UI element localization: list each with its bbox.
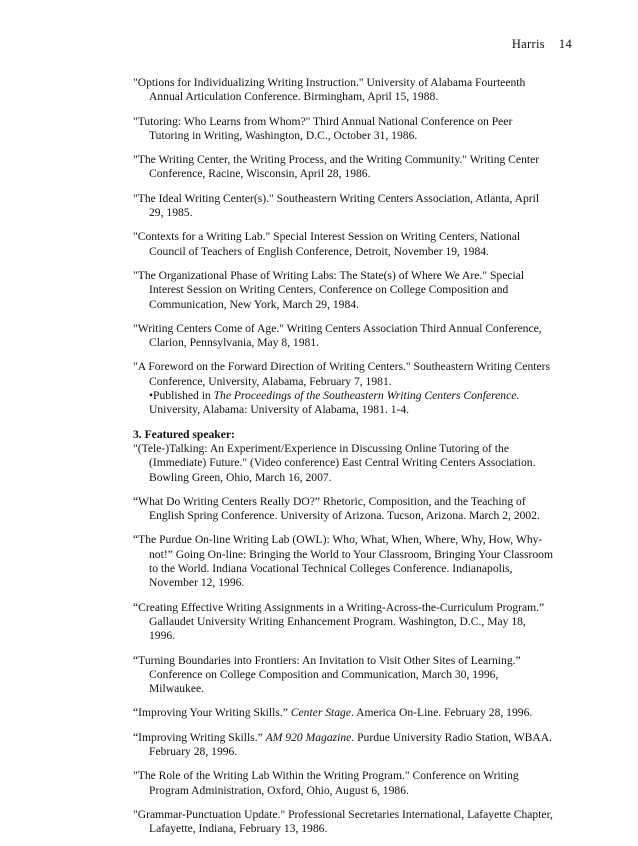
- page-number: 14: [558, 37, 572, 51]
- running-header: [512, 37, 572, 52]
- list-item: "(Tele-)Talking: An Experiment/Experience in Discussing Online Tutoring of the (Immediate) Future." (Video conference) East Central Writing Centers Association. Bowling Green, Ohio, March 16, 2007.: [133, 441, 536, 484]
- improving-2-title: AM 920 Magazine: [265, 730, 352, 744]
- list-item: "The Role of the Writing Lab Within the Writing Program." Conference on Writing Program Administration, Oxford, Ohio, August 6, 1986.: [133, 769, 519, 797]
- improving-1-prefix: “Improving Your Writing Skills.”: [133, 706, 291, 720]
- list-item-foreword: [133, 360, 553, 417]
- list-item: “What Do Writing Centers Really DO?” Rhetoric, Composition, and the Teaching of English Spring Conference. University of Arizona. Tucson, Arizona. March 2, 2002.: [133, 494, 540, 523]
- published-title: The Proceedings of the Southeastern Writing Centers Conference: [213, 389, 517, 403]
- improving-2-suffix: . Purdue University Radio Station, WBAA. February 28, 1996.: [149, 730, 553, 758]
- list-item: "Options for Individualizing Writing Instruction." University of Alabama Fourteenth Annual Articulation Conference. Birmingham, April 15, 1988.: [133, 76, 526, 104]
- list-item: "Grammar-Punctuation Update." Professional Secretaries International, Lafayette Chapter, Lafayette, Indiana, February 13, 1986.: [133, 807, 553, 836]
- improving-2-prefix: “Improving Writing Skills.”: [133, 730, 266, 744]
- author-name: Harris: [511, 37, 545, 51]
- list-item: “The Purdue On-line Writing Lab (OWL): Who, What, When, Where, Why, How, Why-not!” Going On-line: Bringing the World to Your Classroom, Bringing Your Classroom to the World. Indiana Vocational Technical Colleges Conference. Indianapolis, November 12, 1996.: [133, 533, 553, 590]
- section-heading: 3. Featured speaker:: [133, 427, 235, 441]
- list-item: "Contexts for a Writing Lab." Special Interest Session on Writing Centers, National Council of Teachers of English Conference, Detroit, November 19, 1984.: [133, 230, 521, 258]
- improving-1-suffix: . America On-Line. February 28, 1996.: [351, 706, 533, 720]
- list-item: “Turning Boundaries into Frontiers: An Invitation to Visit Other Sites of Learning.” Conference on College Composition and Communication, March 30, 1996, Milwaukee.: [133, 653, 521, 696]
- presentations-list: [133, 76, 553, 846]
- list-item: “Creating Effective Writing Assignments in a Writing-Across-the-Curriculum Program.” Gallaudet University Writing Enhancement Program. Washington, D.C., May 18, 1996.: [133, 600, 545, 643]
- published-prefix: •Published in: [149, 389, 214, 403]
- list-item: "Writing Centers Come of Age." Writing Centers Association Third Annual Conference, Clarion, Pennsylvania, May 8, 1981.: [133, 321, 542, 350]
- improving-1-title: Center Stage: [290, 706, 351, 720]
- list-item-improving-2: [133, 731, 553, 760]
- published-note: [149, 389, 553, 418]
- foreword-text: "A Foreword on the Forward Direction of Writing Centers." Southeastern Writing Centers Conference, University, Alabama, February 7, 1981.: [133, 360, 551, 388]
- list-item: "The Organizational Phase of Writing Labs: The State(s) of Where We Are." Special Interest Session on Writing Centers, Conference on College Composition and Communication, New York, March 29, 1984.: [133, 268, 525, 311]
- list-item-improving-1: [133, 706, 553, 720]
- list-item: "The Writing Center, the Writing Process, and the Writing Community." Writing Center Conference, Racine, Wisconsin, April 28, 1986.: [133, 153, 540, 181]
- list-item: "The Ideal Writing Center(s)." Southeastern Writing Centers Association, Atlanta, April 29, 1985.: [133, 191, 540, 220]
- published-suffix: . University, Alabama: University of Alabama, 1981. 1-4.: [149, 389, 520, 417]
- list-item: "Tutoring: Who Learns from Whom?" Third Annual National Conference on Peer Tutoring in Writing, Washington, D.C., October 31, 1986.: [133, 114, 513, 142]
